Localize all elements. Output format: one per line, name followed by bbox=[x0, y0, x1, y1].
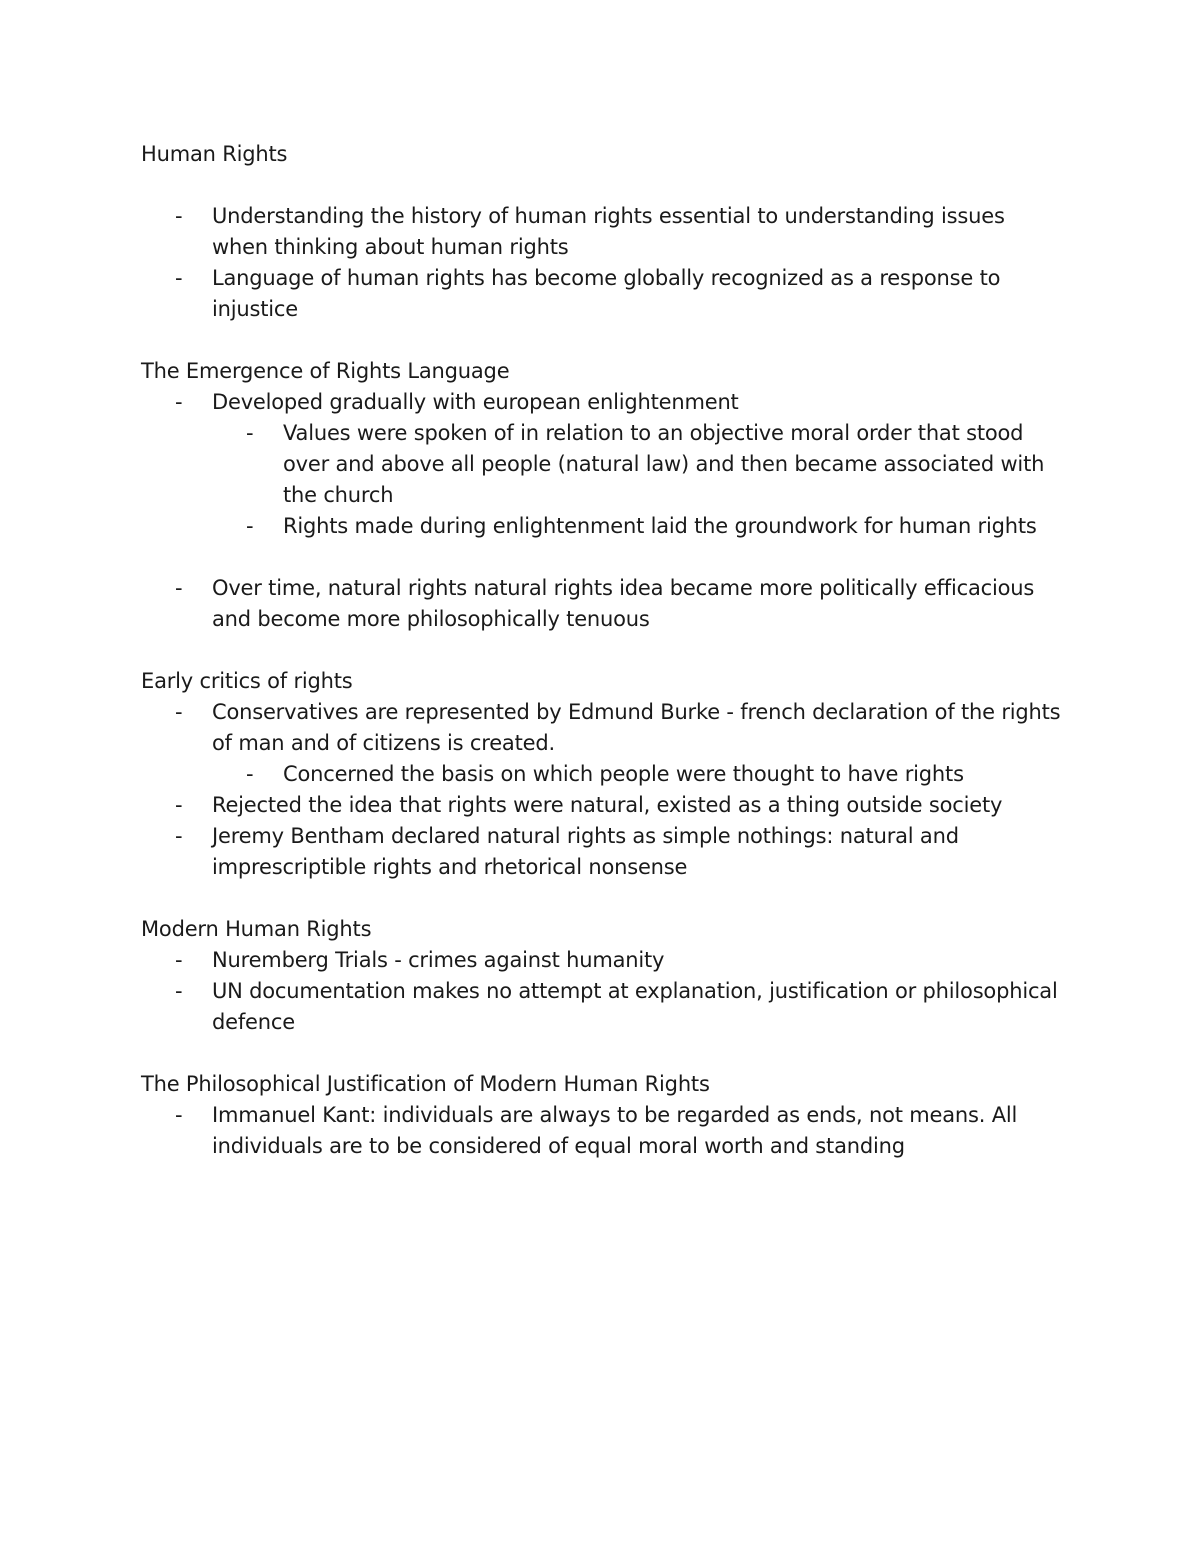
list-item: - Conservatives are represented by Edmund Burke - french declaration of the rights of man and of citizens is created. bbox=[141, 697, 1061, 759]
list-item: - Immanuel Kant: individuals are always to be regarded as ends, not means. All individuals are to be considered of equal moral worth and standing bbox=[141, 1100, 1061, 1162]
section-philosophical-justification bbox=[141, 1069, 1061, 1162]
bullet-list bbox=[141, 697, 1061, 883]
bullet-list bbox=[141, 387, 1061, 542]
list-item: - Jeremy Bentham declared natural rights as simple nothings: natural and imprescriptible rights and rhetorical nonsense bbox=[141, 821, 1061, 883]
blank-line bbox=[141, 542, 1061, 573]
section-modern-human-rights bbox=[141, 914, 1061, 1038]
list-item: - Nuremberg Trials - crimes against humanity bbox=[141, 945, 1061, 976]
list-item: - Rejected the idea that rights were natural, existed as a thing outside society bbox=[141, 790, 1061, 821]
bullet-list bbox=[141, 573, 1061, 635]
blank-line bbox=[141, 170, 1061, 201]
list-item: - Over time, natural rights natural rights idea became more politically efficacious and become more philosophically tenuous bbox=[141, 573, 1061, 635]
section-human-rights bbox=[141, 139, 1061, 325]
bullet-list bbox=[141, 945, 1061, 1038]
list-subitem: - Rights made during enlightenment laid the groundwork for human rights bbox=[141, 511, 1061, 542]
bullet-list bbox=[141, 201, 1061, 325]
section-early-critics bbox=[141, 666, 1061, 883]
list-item: - Understanding the history of human rights essential to understanding issues when thinking about human rights bbox=[141, 201, 1061, 263]
bullet-list bbox=[141, 1100, 1061, 1162]
section-heading: The Philosophical Justification of Modern Human Rights bbox=[141, 1072, 710, 1096]
section-heading: Human Rights bbox=[141, 142, 288, 166]
section-emergence-of-rights-language bbox=[141, 356, 1061, 635]
document-page bbox=[141, 139, 1061, 1162]
list-item: - UN documentation makes no attempt at explanation, justification or philosophical defence bbox=[141, 976, 1061, 1038]
section-heading: The Emergence of Rights Language bbox=[141, 359, 510, 383]
section-heading: Modern Human Rights bbox=[141, 917, 372, 941]
list-subitem: - Values were spoken of in relation to an objective moral order that stood over and above all people (natural law) and then became associated with the church bbox=[141, 418, 1061, 511]
list-item: - Developed gradually with european enlightenment bbox=[141, 387, 1061, 418]
list-subitem: - Concerned the basis on which people were thought to have rights bbox=[141, 759, 1061, 790]
list-item: - Language of human rights has become globally recognized as a response to injustice bbox=[141, 263, 1061, 325]
section-heading: Early critics of rights bbox=[141, 669, 353, 693]
